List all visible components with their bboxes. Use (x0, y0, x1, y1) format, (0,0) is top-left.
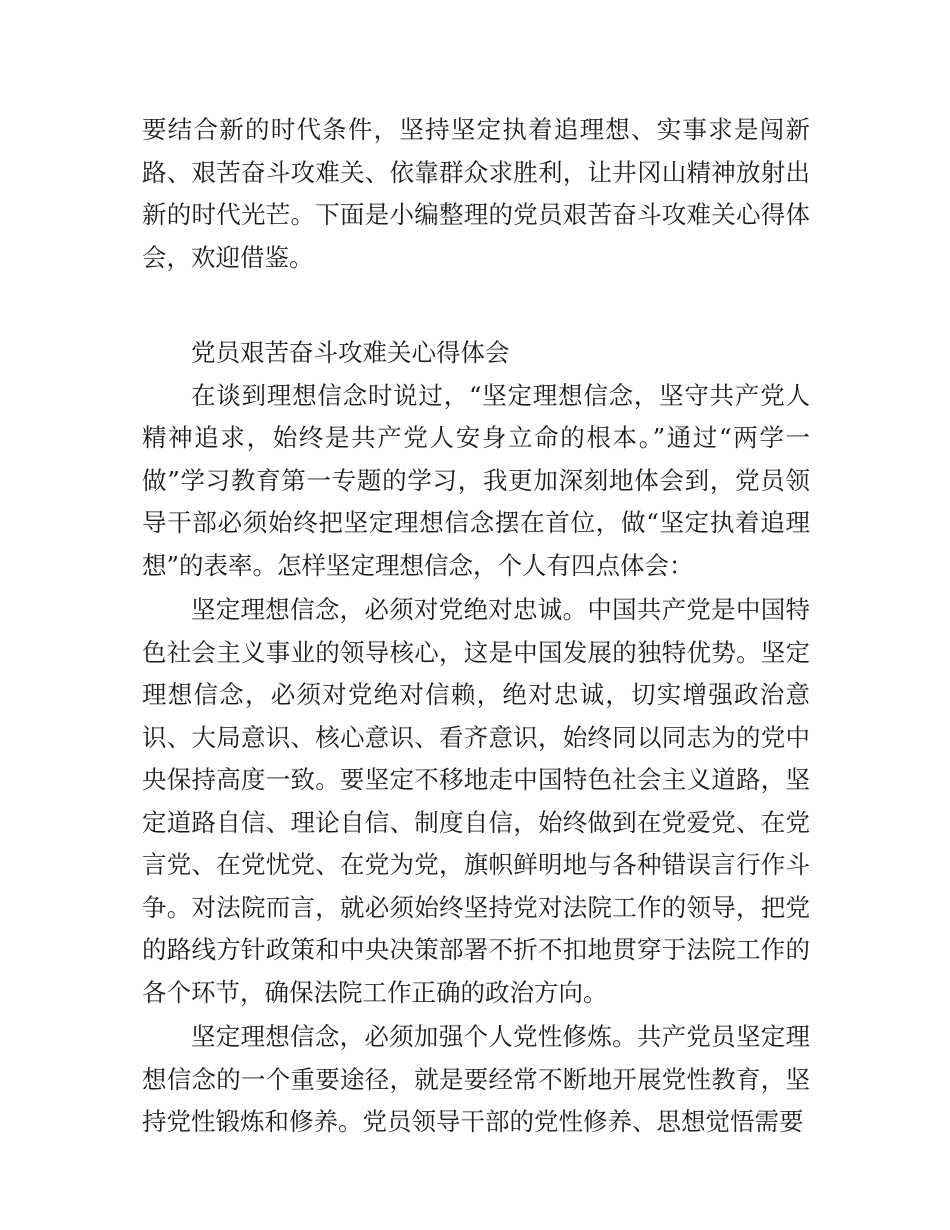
article-heading: 党员艰苦奋斗攻难关心得体会 (191, 338, 510, 367)
intro-paragraph: 要结合新的时代条件，坚持坚定执着追理想、实事求是闯新路、艰苦奋斗攻难关、依靠群众求胜利，让井冈山精神放射出新的时代光芒。下面是小编整理的党员艰苦奋斗攻难关心得体会，欢迎借鉴。 (142, 115, 810, 272)
body-paragraph-1: 在谈到理想信念时说过，“坚定理想信念，坚守共产党人精神追求，始终是共产党人安身立命的根本。”通过“两学一做”学习教育第一专题的学习，我更加深刻地体会到，党员领导干部必须始终把坚定理想信念摆在首位，做“坚定执着追理想”的表率。怎样坚定理想信念，个人有四点体会： (142, 380, 810, 580)
body-paragraph-2: 坚定理想信念，必须对党绝对忠诚。中国共产党是中国特色社会主义事业的领导核心，这是中国发展的独特优势。坚定理想信念，必须对党绝对信赖，绝对忠诚，切实增强政治意识、大局意识、核心意识、看齐意识，始终同以同志为的党中央保持高度一致。要坚定不移地走中国特色社会主义道路，坚定道路自信、理论自信、制度自信，始终做到在党爱党、在党言党、在党忧党、在党为党，旗帜鲜明地与各种错误言行作斗争。对法院而言，就必须始终坚持党对法院工作的领导，把党的路线方针政策和中央决策部署不折不扣地贯穿于法院工作的各个环节，确保法院工作正确的政治方向。 (142, 595, 810, 1007)
document-body (142, 109, 810, 1144)
body-paragraph-3: 坚定理想信念，必须加强个人党性修炼。共产党员坚定理想信念的一个重要途径，就是要经常不断地开展党性教育，坚持党性锻炼和修养。党员领导干部的党性修养、思想觉悟需要 (142, 1022, 810, 1136)
